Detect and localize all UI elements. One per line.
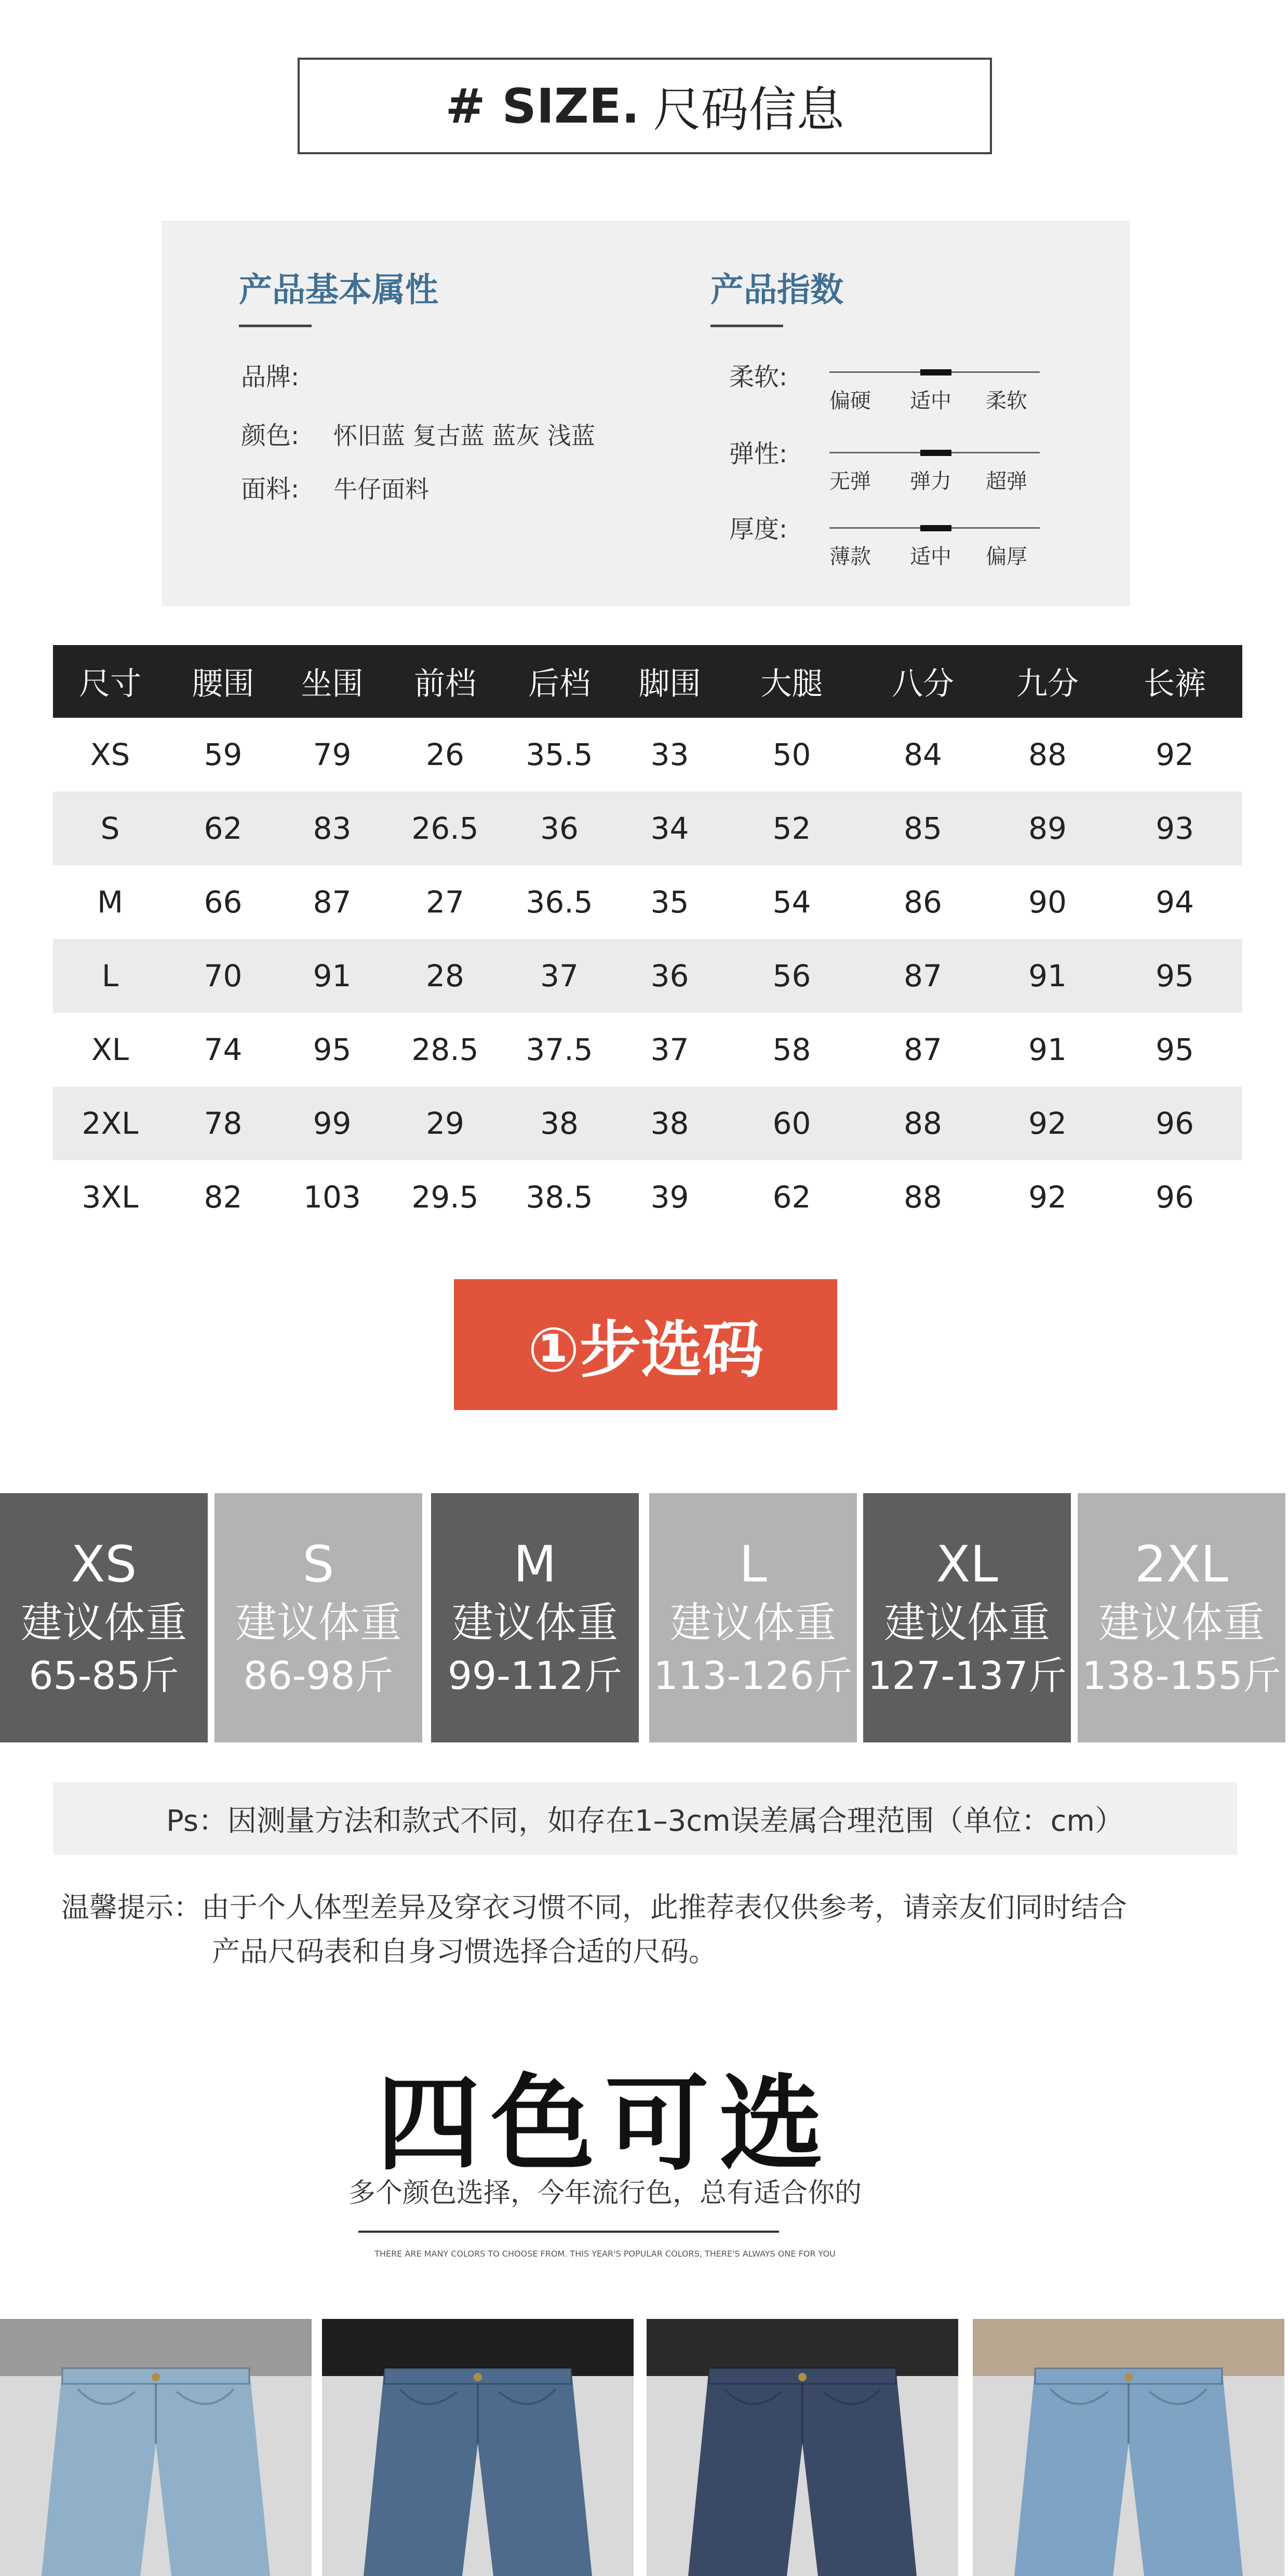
table-cell: 59	[204, 737, 243, 772]
table-cell: 39	[650, 1179, 689, 1215]
fabric-label: 面料:	[241, 475, 300, 504]
table-cell: 87	[904, 1032, 942, 1067]
header-cell: 坐围	[301, 666, 364, 702]
size-card-size: XL	[936, 1535, 998, 1594]
table-cell: 89	[1028, 811, 1067, 846]
size-card-suggest: 建议体重	[235, 1598, 401, 1647]
size-card-weight: 127-137斤	[867, 1653, 1067, 1698]
elasticity-marker	[920, 450, 951, 456]
table-row	[53, 1013, 1242, 1086]
table-cell: 84	[904, 737, 942, 772]
thickness-label: 厚度:	[729, 515, 788, 544]
table-cell: 92	[1028, 1179, 1067, 1215]
table-cell: 58	[772, 1032, 811, 1067]
table-row	[53, 939, 1242, 1013]
thickness-marker	[920, 525, 951, 531]
header-cell: 腰围	[192, 666, 254, 702]
elasticity-label: 弹性:	[729, 439, 788, 468]
colors-divider	[358, 2231, 779, 2233]
jeans-photo-retro-blue	[322, 2319, 634, 2576]
size-card-s	[214, 1493, 422, 1742]
softness-option: 适中	[910, 389, 951, 413]
size-card-size: 2XL	[1134, 1535, 1229, 1594]
table-cell: 36	[540, 811, 579, 846]
table-cell: 85	[904, 811, 942, 846]
header-cell: 大腿	[760, 666, 823, 702]
step-select-size-banner	[454, 1279, 837, 1410]
table-cell: 95	[1156, 1032, 1194, 1067]
tip-text-line1: 温馨提示：由于个人体型差异及穿衣习惯不同，此推荐表仅供参考，请亲友们同时结合	[61, 1891, 1127, 1924]
size-card-weight: 65-85斤	[29, 1653, 179, 1698]
table-cell: 66	[204, 884, 243, 920]
table-cell: 88	[904, 1106, 942, 1141]
table-cell: 62	[204, 811, 243, 846]
thickness-option: 偏厚	[986, 545, 1027, 569]
table-cell: 37.5	[526, 1032, 593, 1067]
table-cell: 50	[772, 737, 811, 772]
table-cell: L	[101, 958, 119, 994]
header-cell: 脚围	[638, 666, 701, 702]
table-cell: 26	[426, 737, 464, 772]
product-index-title: 产品指数	[710, 271, 843, 310]
table-cell: 60	[772, 1106, 811, 1141]
table-cell: M	[97, 884, 124, 920]
table-cell: 34	[650, 811, 689, 846]
jeans-photo-blue-gray	[647, 2319, 958, 2576]
softness-label: 柔软:	[729, 363, 788, 392]
fabric-value: 牛仔面料	[333, 475, 429, 503]
table-cell: 103	[303, 1179, 361, 1215]
divider	[239, 325, 312, 327]
table-cell: 96	[1156, 1106, 1194, 1141]
table-cell: 88	[904, 1179, 942, 1215]
table-cell: 33	[650, 737, 689, 772]
table-cell: 37	[650, 1032, 689, 1067]
table-cell: 94	[1156, 884, 1194, 920]
table-cell: 87	[313, 884, 352, 920]
table-cell: 26.5	[411, 811, 479, 846]
elasticity-option: 无弹	[829, 469, 871, 493]
size-card-suggest: 建议体重	[884, 1598, 1050, 1647]
header-cell: 九分	[1016, 666, 1079, 702]
table-cell: 88	[1028, 737, 1067, 772]
table-cell: 79	[313, 737, 352, 772]
size-card-weight: 86-98斤	[243, 1653, 394, 1698]
table-cell: 38	[540, 1106, 579, 1141]
size-card-weight: 99-112斤	[447, 1653, 623, 1698]
table-cell: 62	[772, 1179, 811, 1215]
header-prefix: # SIZE.	[445, 78, 640, 134]
table-row	[53, 1086, 1242, 1160]
size-card-m	[431, 1493, 639, 1742]
basic-attributes-title: 产品基本属性	[239, 271, 438, 310]
size-card-size: S	[302, 1535, 334, 1594]
header-cell: 尺寸	[79, 666, 141, 702]
table-cell: 90	[1028, 884, 1067, 920]
table-cell: 96	[1156, 1179, 1194, 1215]
size-table	[53, 645, 1242, 1234]
table-row	[53, 1160, 1242, 1234]
softness-marker	[920, 369, 951, 375]
thickness-option: 薄款	[829, 545, 871, 569]
size-table-header	[53, 645, 1242, 718]
size-card-2xl	[1078, 1493, 1285, 1742]
table-cell: 3XL	[82, 1179, 139, 1215]
table-cell: 95	[1156, 958, 1194, 994]
table-cell: 28	[426, 958, 464, 994]
table-cell: 52	[772, 811, 811, 846]
table-cell: 36	[650, 958, 689, 994]
table-cell: 91	[313, 958, 352, 994]
table-cell: 83	[313, 811, 352, 846]
size-card-size: XS	[71, 1535, 137, 1594]
divider	[710, 325, 783, 327]
table-cell: 93	[1156, 811, 1194, 846]
softness-option: 柔软	[986, 389, 1027, 413]
table-cell: 2XL	[82, 1106, 139, 1141]
table-cell: 56	[772, 958, 811, 994]
size-card-size: M	[513, 1535, 557, 1594]
table-cell: 35.5	[526, 737, 593, 772]
table-cell: 38.5	[526, 1179, 593, 1215]
table-cell: 70	[204, 958, 243, 994]
size-card-suggest: 建议体重	[670, 1598, 836, 1647]
header-cell: 长裤	[1144, 666, 1206, 702]
softness-option: 偏硬	[829, 389, 871, 413]
table-cell: 29	[426, 1106, 464, 1141]
table-cell: 99	[313, 1106, 352, 1141]
table-cell: 91	[1028, 1032, 1067, 1067]
colors-english-caption: THERE ARE MANY COLORS TO CHOOSE FROM. THIS YEAR'S POPULAR COLORS, THERE'S ALWAYS ONE FOR YOU	[374, 2249, 836, 2259]
table-cell: 91	[1028, 958, 1067, 994]
header-cell: 八分	[892, 666, 954, 702]
size-card-suggest: 建议体重	[452, 1598, 618, 1647]
jeans-photo-light-blue	[0, 2319, 312, 2576]
attributes-panel	[162, 221, 1130, 606]
table-cell: 92	[1156, 737, 1194, 772]
table-cell: 38	[650, 1106, 689, 1141]
table-row	[53, 718, 1242, 791]
table-cell: 95	[313, 1032, 352, 1067]
step-label: ①步选码	[528, 1314, 763, 1386]
measurement-note-text: Ps：因测量方法和款式不同，如存在1–3cm误差属合理范围（单位：cm）	[166, 1804, 1124, 1838]
elasticity-option: 弹力	[910, 469, 951, 493]
colors-subtitle: 多个颜色选择，今年流行色，总有适合你的	[348, 2178, 862, 2209]
section-header	[298, 58, 992, 154]
header-cell: 前档	[414, 666, 476, 702]
table-row	[53, 791, 1242, 865]
colors-title: 四色可选	[376, 2064, 834, 2185]
table-cell: 29.5	[411, 1179, 479, 1215]
table-cell: S	[100, 811, 120, 846]
header-cell: 后档	[528, 666, 591, 702]
table-cell: 82	[204, 1179, 243, 1215]
size-card-weight: 138-155斤	[1082, 1653, 1281, 1698]
size-card-l	[649, 1493, 857, 1742]
table-cell: 27	[426, 884, 464, 920]
table-cell: 37	[540, 958, 579, 994]
table-cell: 87	[904, 958, 942, 994]
brand-label: 品牌:	[241, 363, 300, 392]
table-cell: 92	[1028, 1106, 1067, 1141]
table-cell: 86	[904, 884, 942, 920]
table-cell: 74	[204, 1032, 243, 1067]
header-title: 尺码信息	[653, 82, 844, 138]
elasticity-option: 超弹	[986, 469, 1027, 493]
table-row	[53, 865, 1242, 939]
color-label: 颜色:	[241, 421, 300, 450]
table-cell: 35	[650, 884, 689, 920]
tip-text-line2: 产品尺码表和自身习惯选择合适的尺码。	[212, 1935, 717, 1968]
table-cell: 78	[204, 1106, 243, 1141]
table-cell: 36.5	[526, 884, 593, 920]
size-card-xs	[0, 1493, 208, 1742]
size-card-suggest: 建议体重	[1098, 1598, 1265, 1647]
size-card-weight: 113-126斤	[653, 1653, 853, 1698]
jeans-photo-pale-blue	[973, 2319, 1284, 2576]
size-card-size: L	[739, 1535, 767, 1594]
size-card-suggest: 建议体重	[21, 1598, 187, 1647]
table-cell: XL	[91, 1032, 129, 1067]
size-card-xl	[863, 1493, 1071, 1742]
table-cell: 54	[772, 884, 811, 920]
measurement-note	[53, 1782, 1237, 1855]
thickness-option: 适中	[910, 545, 951, 569]
table-cell: 28.5	[411, 1032, 479, 1067]
table-cell: XS	[90, 737, 130, 772]
color-value: 怀旧蓝 复古蓝 蓝灰 浅蓝	[333, 422, 595, 450]
